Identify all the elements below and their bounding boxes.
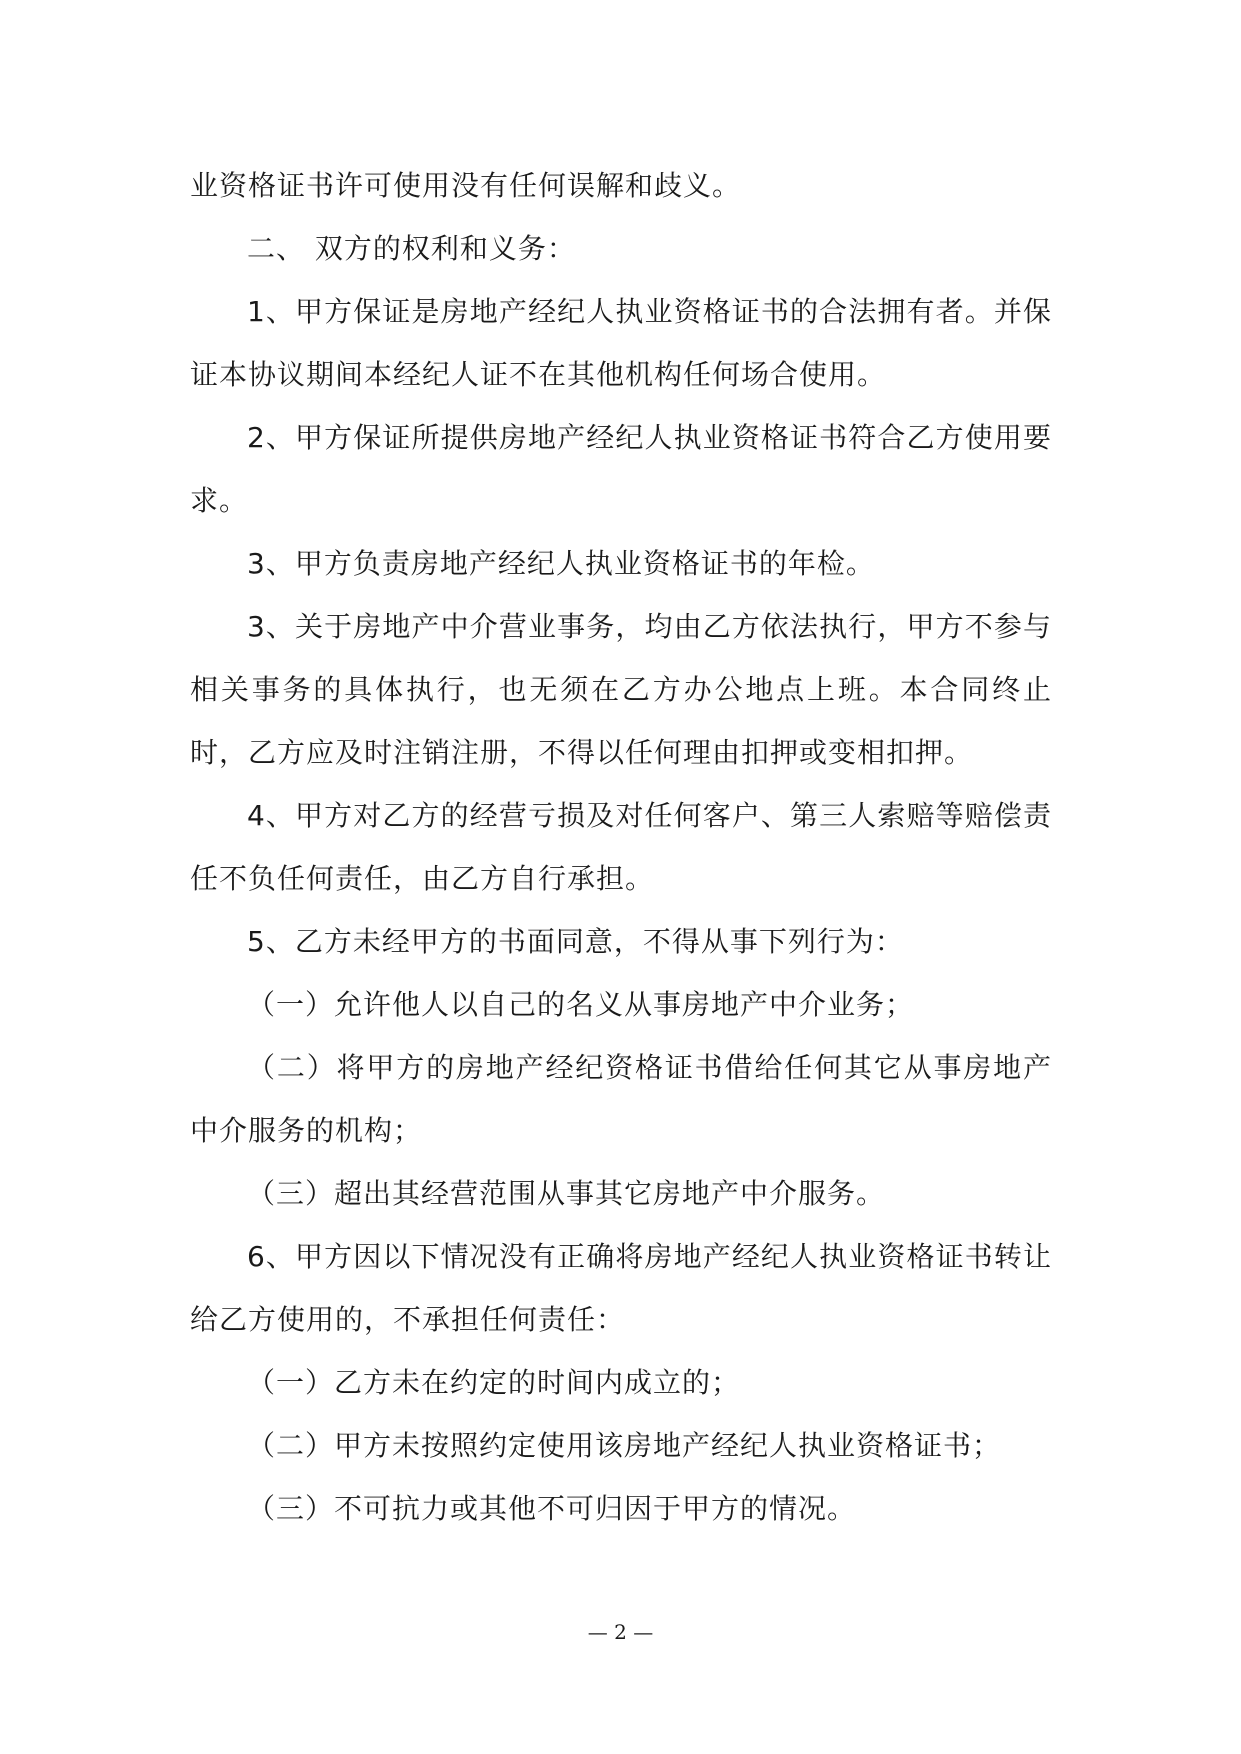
list-item: （一）允许他人以自己的名义从事房地产中介业务；: [247, 988, 915, 1021]
list-item: （二）甲方未按照约定使用该房地产经纪人执业资格证书；: [247, 1429, 1002, 1462]
paragraph: 4、甲方对乙方的经营亏损及对任何客户、第三人索赔等赔偿责任不负任何责任，由乙方自行承担。: [190, 799, 1052, 895]
paragraph: 6、甲方因以下情况没有正确将房地产经纪人执业资格证书转让给乙方使用的，不承担任何责任：: [190, 1240, 1052, 1336]
list-item: （二）将甲方的房地产经纪资格证书借给任何其它从事房地产中介服务的机构；: [190, 1051, 1052, 1147]
section-heading: 二、 双方的权利和义务：: [247, 232, 576, 265]
list-item: （三）不可抗力或其他不可归因于甲方的情况。: [247, 1492, 857, 1525]
list-item: （三）超出其经营范围从事其它房地产中介服务。: [247, 1177, 886, 1210]
document-body: [190, 154, 1052, 1540]
paragraph: 3、甲方负责房地产经纪人执业资格证书的年检。: [247, 547, 875, 580]
paragraph: 业资格证书许可使用没有任何误解和歧义。: [190, 169, 742, 202]
page-number: — 2 —: [587, 1620, 654, 1644]
paragraph: 1、甲方保证是房地产经纪人执业资格证书的合法拥有者。并保证本协议期间本经纪人证不在其他机构任何场合使用。: [190, 295, 1052, 391]
paragraph: 3、关于房地产中介营业事务，均由乙方依法执行，甲方不参与相关事务的具体执行，也无须在乙方办公地点上班。本合同终止时，乙方应及时注销注册，不得以任何理由扣押或变相扣押。: [190, 610, 1052, 769]
paragraph: 2、甲方保证所提供房地产经纪人执业资格证书符合乙方使用要求。: [190, 421, 1052, 517]
list-item: （一）乙方未在约定的时间内成立的；: [247, 1366, 741, 1399]
paragraph: 5、乙方未经甲方的书面同意，不得从事下列行为：: [247, 925, 904, 958]
